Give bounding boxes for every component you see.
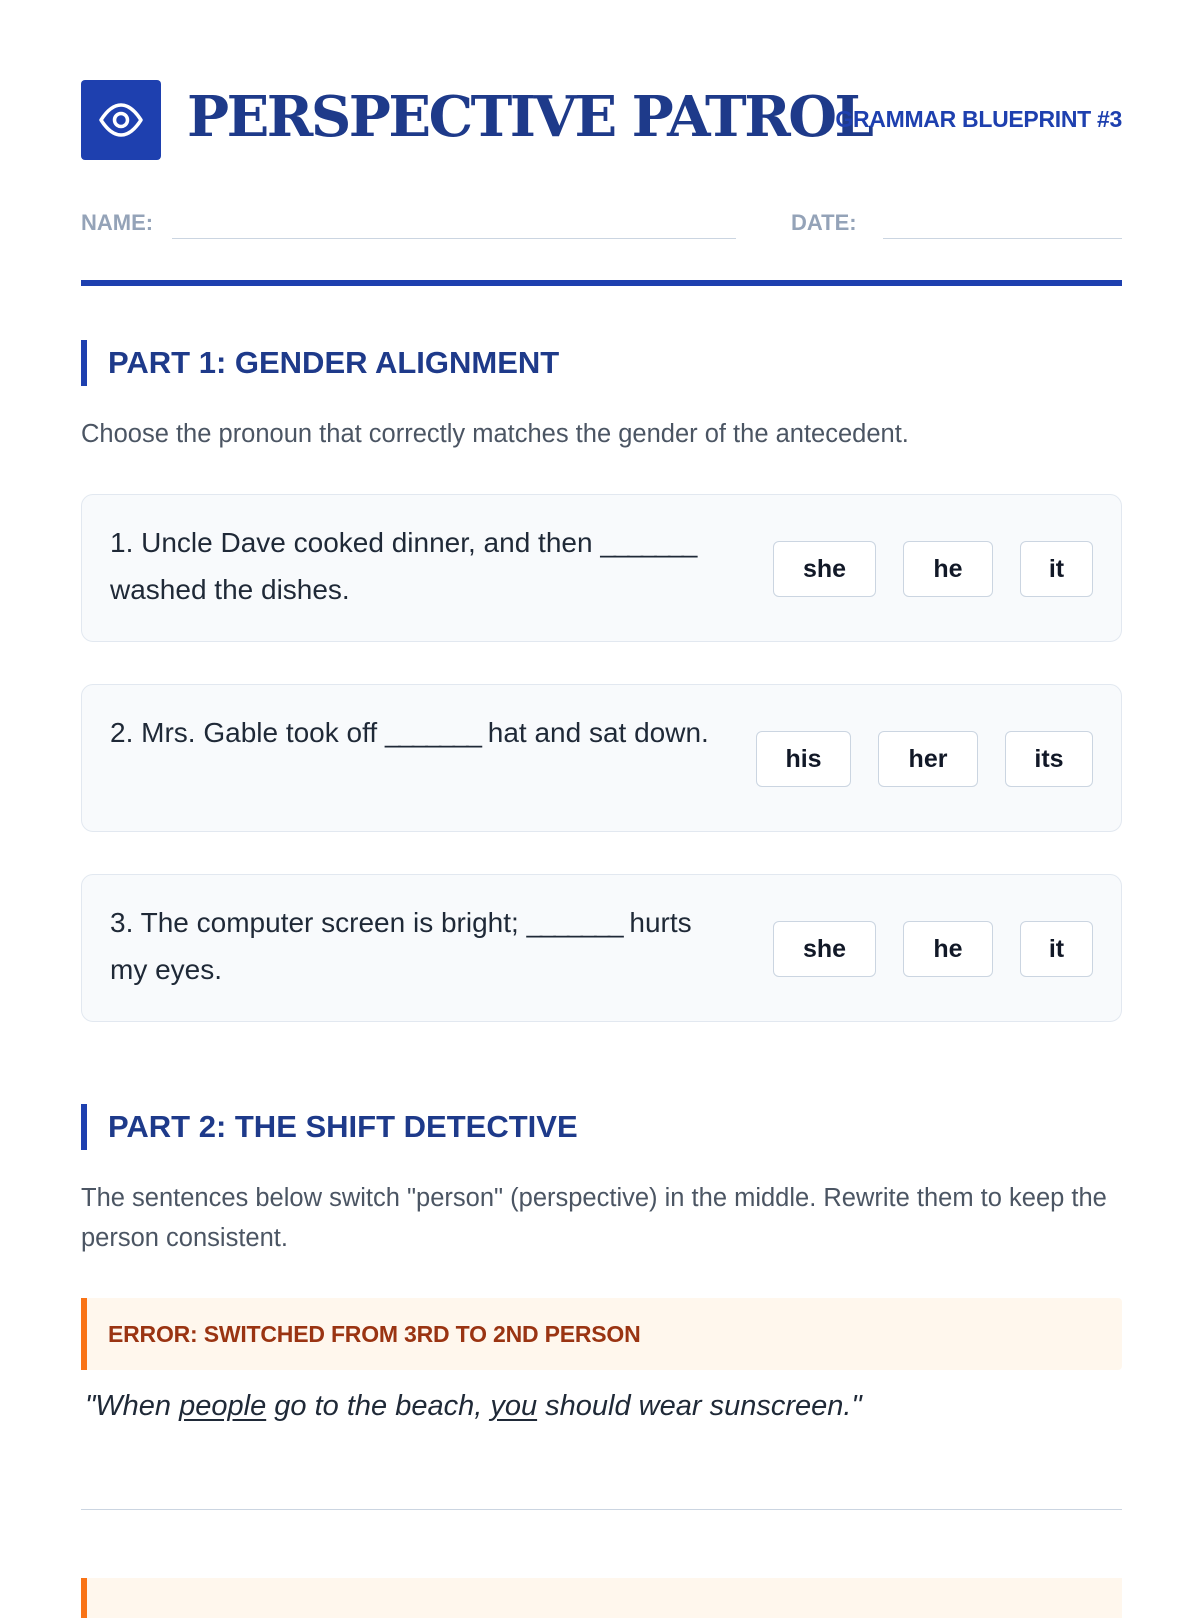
- part1-heading: [81, 340, 1122, 386]
- question-card: [81, 874, 1122, 1022]
- part1-title: PART 1: GENDER ALIGNMENT: [108, 345, 560, 380]
- student-info: [81, 208, 1122, 242]
- date-label: DATE:: [791, 210, 857, 235]
- highlighted-word: people: [179, 1390, 267, 1422]
- option-button[interactable]: she: [773, 921, 876, 977]
- part1-instructions: Choose the pronoun that correctly matches the gender of the antecedent.: [81, 420, 909, 448]
- answer-blank[interactable]: _______: [384, 717, 480, 748]
- question-card: [81, 494, 1122, 642]
- error-label-banner: [81, 1298, 1122, 1370]
- option-button[interactable]: she: [773, 541, 876, 597]
- highlighted-word: you: [490, 1390, 538, 1422]
- worksheet-header: [81, 80, 1122, 160]
- name-field[interactable]: [172, 238, 736, 239]
- option-button[interactable]: it: [1020, 921, 1093, 977]
- eye-icon: [97, 96, 145, 144]
- logo: [81, 80, 161, 160]
- answer-blank[interactable]: _______: [526, 907, 622, 938]
- option-button[interactable]: he: [903, 921, 993, 977]
- date-field[interactable]: [883, 238, 1122, 239]
- error-label: ERROR: SWITCHED FROM 3RD TO 2ND PERSON: [108, 1321, 641, 1347]
- question-card: [81, 684, 1122, 832]
- question-text: 2. Mrs. Gable took off _______ hat and sat down.: [110, 717, 709, 748]
- worksheet-subtitle: GRAMMAR BLUEPRINT #3: [835, 106, 1122, 132]
- option-button[interactable]: he: [903, 541, 993, 597]
- option-button[interactable]: its: [1005, 731, 1093, 787]
- rewrite-answer-line[interactable]: [81, 1509, 1122, 1510]
- error-label-banner: [81, 1578, 1122, 1618]
- worksheet-page: [81, 0, 1122, 1600]
- name-label: NAME:: [81, 210, 154, 235]
- question-text: 1. Uncle Dave cooked dinner, and then _______ washed the dishes.: [110, 527, 696, 605]
- error-sentence: "When people go to the beach, you should wear sunscreen.": [85, 1390, 862, 1422]
- part2-heading: [81, 1104, 1122, 1150]
- header-divider: [81, 280, 1122, 286]
- answer-blank[interactable]: _______: [600, 527, 696, 558]
- option-button[interactable]: it: [1020, 541, 1093, 597]
- pronoun-options: [773, 921, 1093, 977]
- option-button[interactable]: his: [756, 731, 851, 787]
- question-text: 3. The computer screen is bright; _______ hurts my eyes.: [110, 907, 692, 985]
- pronoun-options: [756, 731, 1093, 787]
- part2-instructions: The sentences below switch "person" (perspective) in the middle. Rewrite them to keep the person consistent.: [81, 1184, 1107, 1252]
- part2-title: PART 2: THE SHIFT DETECTIVE: [108, 1109, 578, 1144]
- pronoun-options: [773, 541, 1093, 597]
- option-button[interactable]: her: [878, 731, 978, 787]
- page-title: PERSPECTIVE PATROL: [187, 84, 872, 150]
